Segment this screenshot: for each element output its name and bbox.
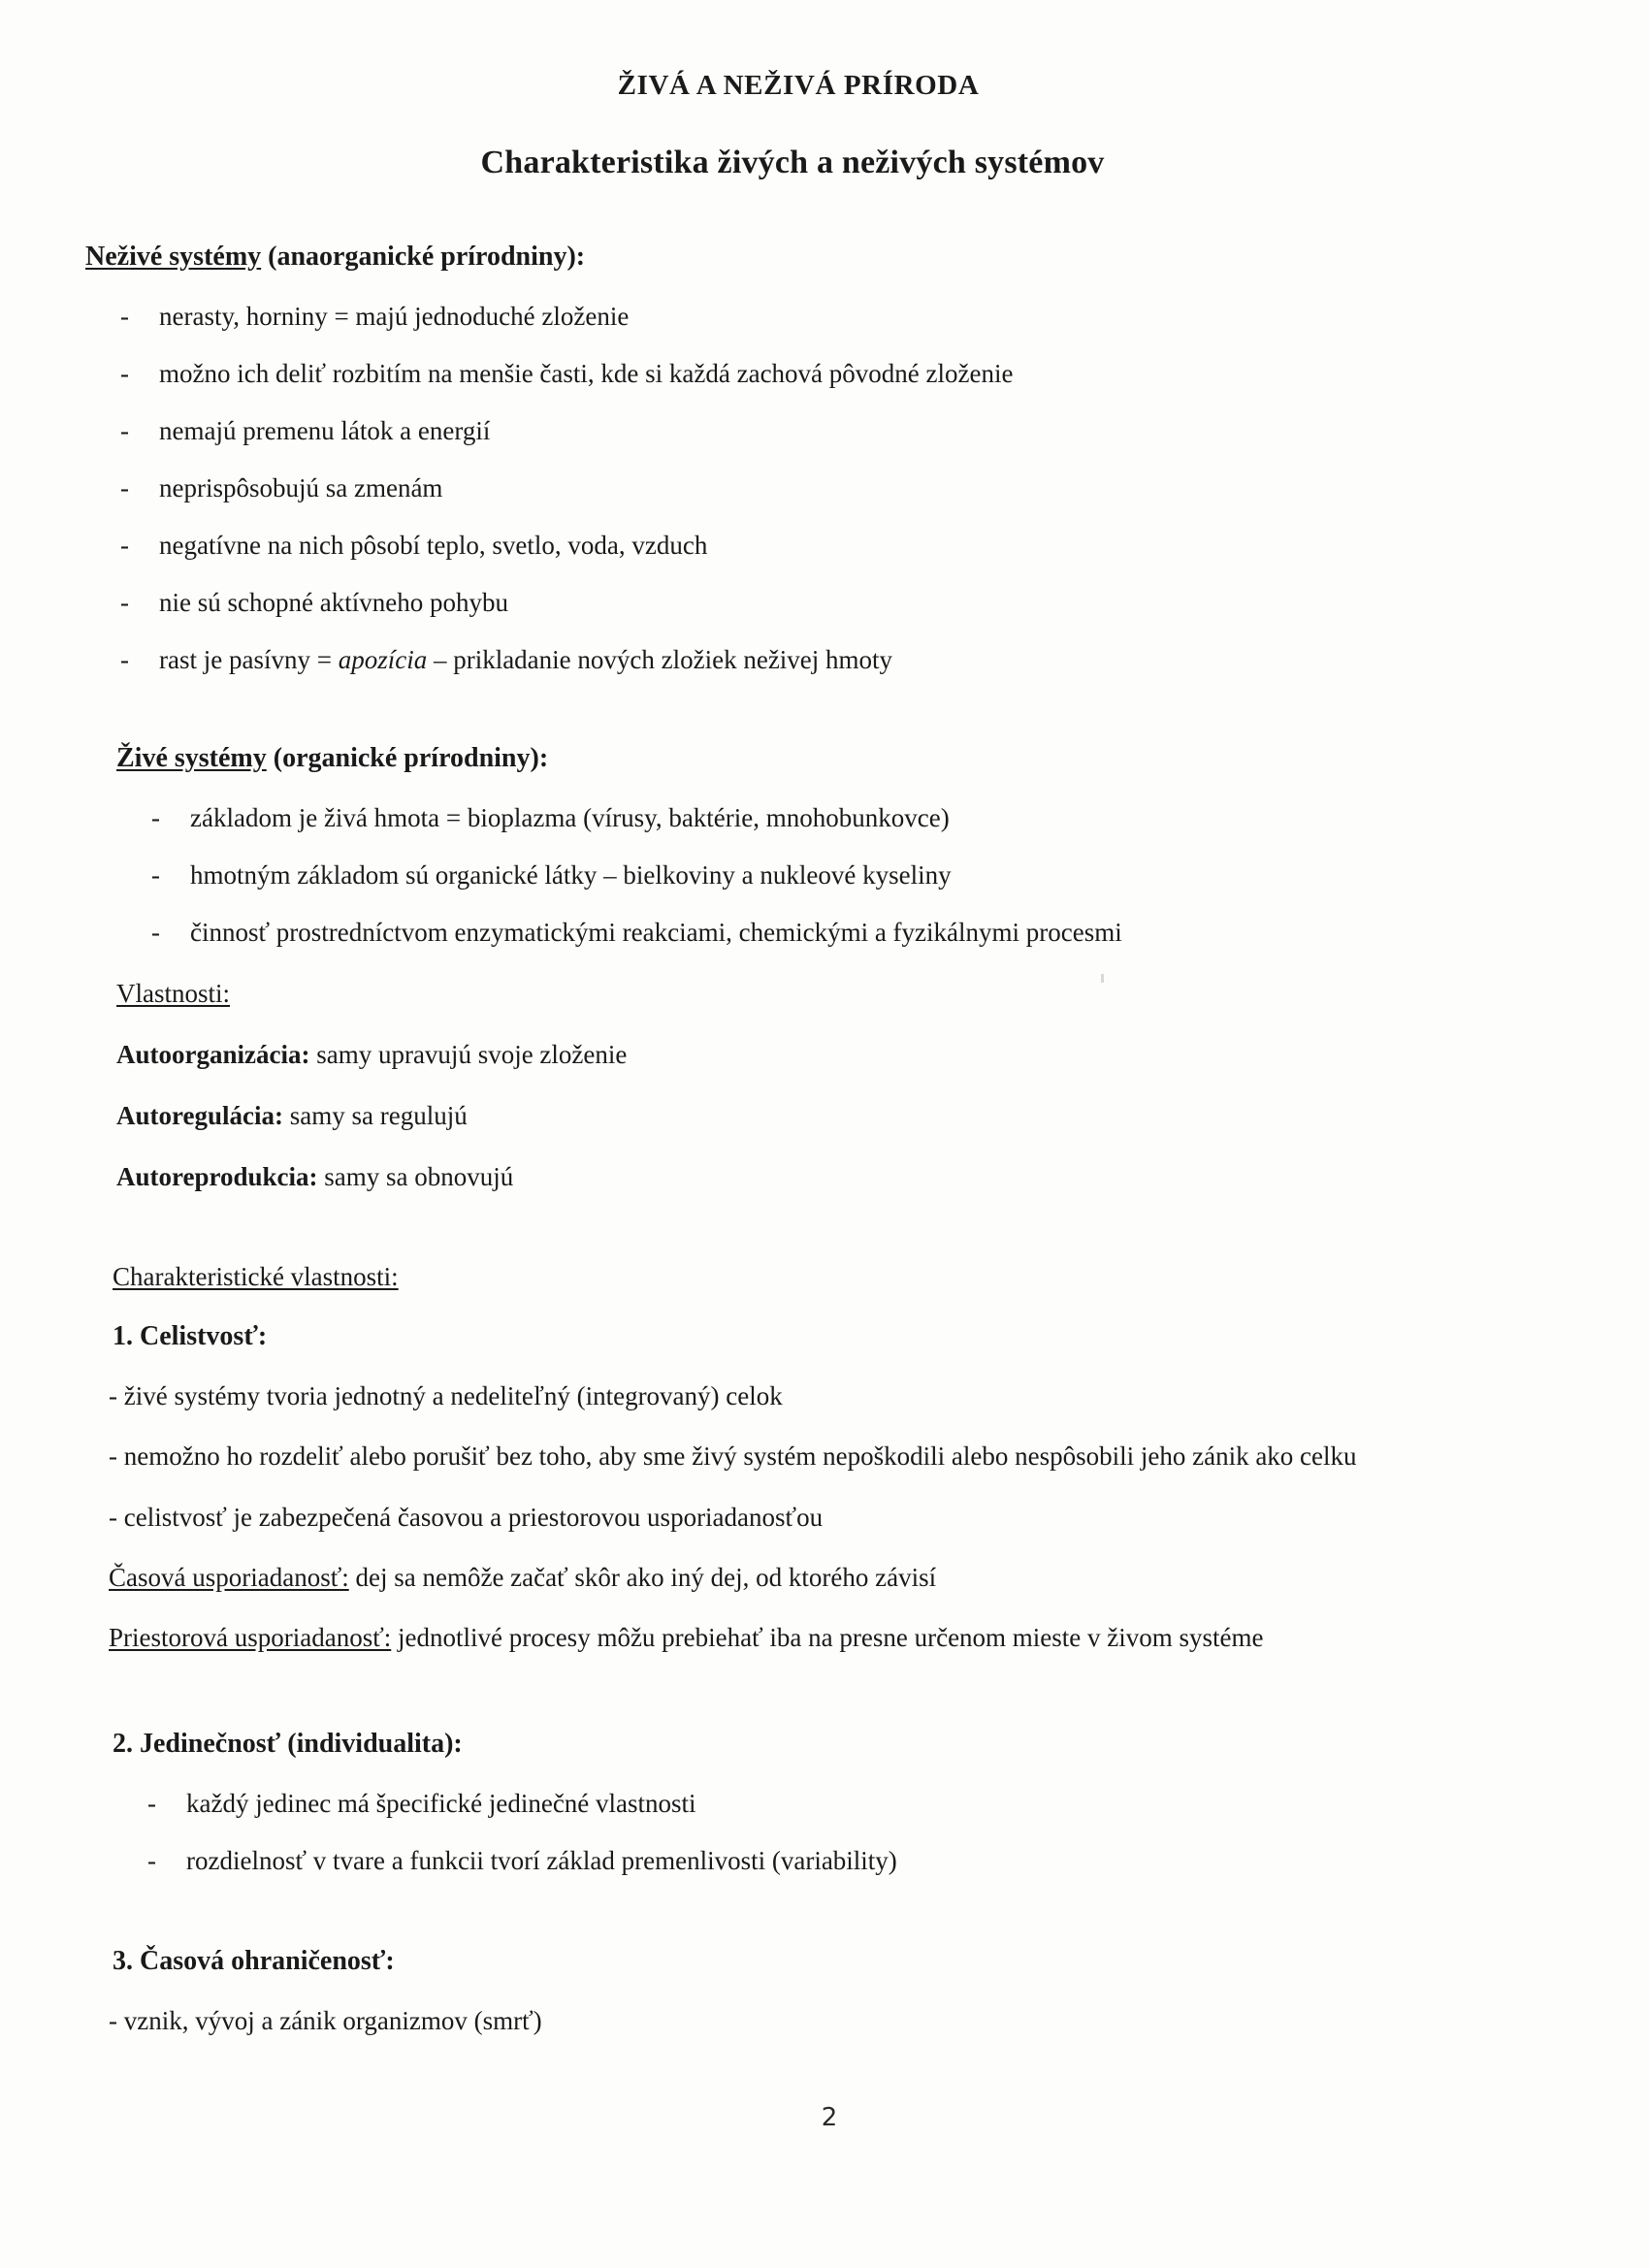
dash-bullet-icon: - xyxy=(120,359,129,388)
characteristic-1-space-order xyxy=(85,1619,1472,1656)
list-item-growth xyxy=(85,647,1472,673)
dash-bullet-icon: - xyxy=(120,416,129,445)
list-item-label-after: – prikladanie nových zložiek neživej hmoty xyxy=(427,645,893,674)
nonliving-list xyxy=(85,304,1472,673)
document-content xyxy=(85,70,1472,2039)
section-heading-nonliving-underlined: Neživé systémy xyxy=(85,242,262,272)
dash-bullet-icon: - xyxy=(120,473,129,502)
list-item xyxy=(85,304,1472,330)
time-order-text: dej sa nemôže začať skôr ako iný dej, od ktorého závisí xyxy=(348,1562,937,1592)
property-term: Autoorganizácia: xyxy=(116,1040,310,1069)
characteristic-3-title: 3. Časová ohraničenosť: xyxy=(113,1945,395,1976)
list-item-label-before: rast je pasívny = xyxy=(159,645,339,674)
property-desc: samy sa regulujú xyxy=(282,1101,468,1130)
space-order-label: Priestorová usporiadanosť: xyxy=(109,1623,392,1653)
dash-bullet-icon: - xyxy=(151,803,160,832)
characteristic-1-line-3: - celistvosť je zabezpečená časovou a priestorovou usporiadanosťou xyxy=(109,1502,824,1532)
list-item xyxy=(116,862,1472,889)
list-item-label: základom je živá hmota = bioplazma (vírusy, baktérie, mnohobunkovce) xyxy=(190,803,950,832)
page-number: 2 xyxy=(821,2103,838,2132)
characteristic-1-line-2: - nemožno ho rozdeliť alebo porušiť bez toho, aby sme živý systém nepoškodili alebo nespôsobili jeho zánik ako celku xyxy=(109,1442,1357,1472)
property-autoregulacia xyxy=(85,1101,1472,1131)
list-item-label: negatívne na nich pôsobí teplo, svetlo, voda, vzduch xyxy=(159,531,708,560)
characteristic-1-line-1: - živé systémy tvoria jednotný a nedeliteľný (integrovaný) celok xyxy=(109,1381,783,1410)
characteristics-heading-text: Charakteristické vlastnosti: xyxy=(113,1262,399,1291)
properties-label xyxy=(85,979,1472,1009)
dash-bullet-icon: - xyxy=(147,1788,156,1818)
list-item xyxy=(113,1788,1472,1818)
list-item xyxy=(85,533,1472,559)
dash-bullet-icon: - xyxy=(147,1845,156,1875)
dash-bullet-icon: - xyxy=(120,645,129,674)
characteristics-heading xyxy=(85,1262,1472,1292)
dash-bullet-icon: - xyxy=(120,302,129,331)
property-term: Autoreprodukcia: xyxy=(116,1162,318,1191)
list-item-label: každý jedinec má špecifické jedinečné vlastnosti xyxy=(186,1788,696,1818)
dash-bullet-icon: - xyxy=(151,918,160,947)
characteristic-1-time-order xyxy=(85,1559,1472,1596)
property-term: Autoregulácia: xyxy=(116,1101,283,1130)
list-item-label: nie sú schopné aktívneho pohybu xyxy=(159,588,508,617)
property-desc: samy sa obnovujú xyxy=(317,1162,514,1191)
dash-bullet-icon: - xyxy=(120,531,129,560)
list-item xyxy=(116,805,1472,831)
page-subtitle: Charakteristika živých a neživých systémov xyxy=(480,145,1105,180)
properties-label-text: Vlastnosti: xyxy=(116,979,231,1008)
time-order-label: Časová usporiadanosť: xyxy=(109,1562,349,1592)
characteristic-3-line-1: - vznik, vývoj a zánik organizmov (smrť) xyxy=(109,2005,542,2035)
characteristic-1-title: 1. Celistvosť: xyxy=(113,1321,268,1351)
characteristic-2-title: 2. Jedinečnosť (individualita): xyxy=(113,1728,463,1759)
list-item-label: činnosť prostredníctvom enzymatickými reakciami, chemickými a fyzikálnymi procesmi xyxy=(190,918,1122,947)
space-order-text: jednotlivé procesy môžu prebiehať iba na presne určenom mieste v živom systéme xyxy=(391,1623,1264,1653)
property-autoreprodukcia xyxy=(85,1162,1472,1192)
property-desc: samy upravujú svoje zloženie xyxy=(309,1040,628,1069)
list-item-label: hmotným základom sú organické látky – bielkoviny a nukleové kyseliny xyxy=(190,860,952,890)
dash-bullet-icon: - xyxy=(120,588,129,617)
list-item xyxy=(85,418,1472,444)
list-item xyxy=(85,361,1472,387)
list-item xyxy=(116,920,1472,946)
list-item-label: nerasty, horniny = majú jednoduché zloženie xyxy=(159,302,630,331)
list-item-label: rozdielnosť v tvare a funkcii tvorí základ premenlivosti (variability) xyxy=(186,1845,897,1875)
section-heading-living-underlined: Živé systémy xyxy=(116,743,267,773)
list-item-label: nemajú premenu látok a energií xyxy=(159,416,491,445)
property-autoorganizacia xyxy=(85,1040,1472,1070)
section-heading-nonliving-rest: (anaorganické prírodniny): xyxy=(261,242,586,272)
list-item-label: neprispôsobujú sa zmenám xyxy=(159,473,443,502)
dash-bullet-icon: - xyxy=(151,860,160,890)
section-heading-nonliving xyxy=(85,242,1472,273)
living-list xyxy=(85,805,1472,946)
term-apozicia: apozícia xyxy=(338,645,428,674)
list-item xyxy=(113,1845,1472,1875)
list-item-label: možno ich deliť rozbitím na menšie časti, kde si každá zachová pôvodné zloženie xyxy=(159,359,1014,388)
section-heading-living xyxy=(85,743,1472,774)
list-item xyxy=(85,475,1472,502)
page-title: ŽIVÁ A NEŽIVÁ PRÍRODA xyxy=(617,70,980,101)
list-item xyxy=(85,590,1472,616)
characteristic-2-list xyxy=(85,1788,1472,1875)
section-heading-living-rest: (organické prírodniny): xyxy=(266,743,549,773)
